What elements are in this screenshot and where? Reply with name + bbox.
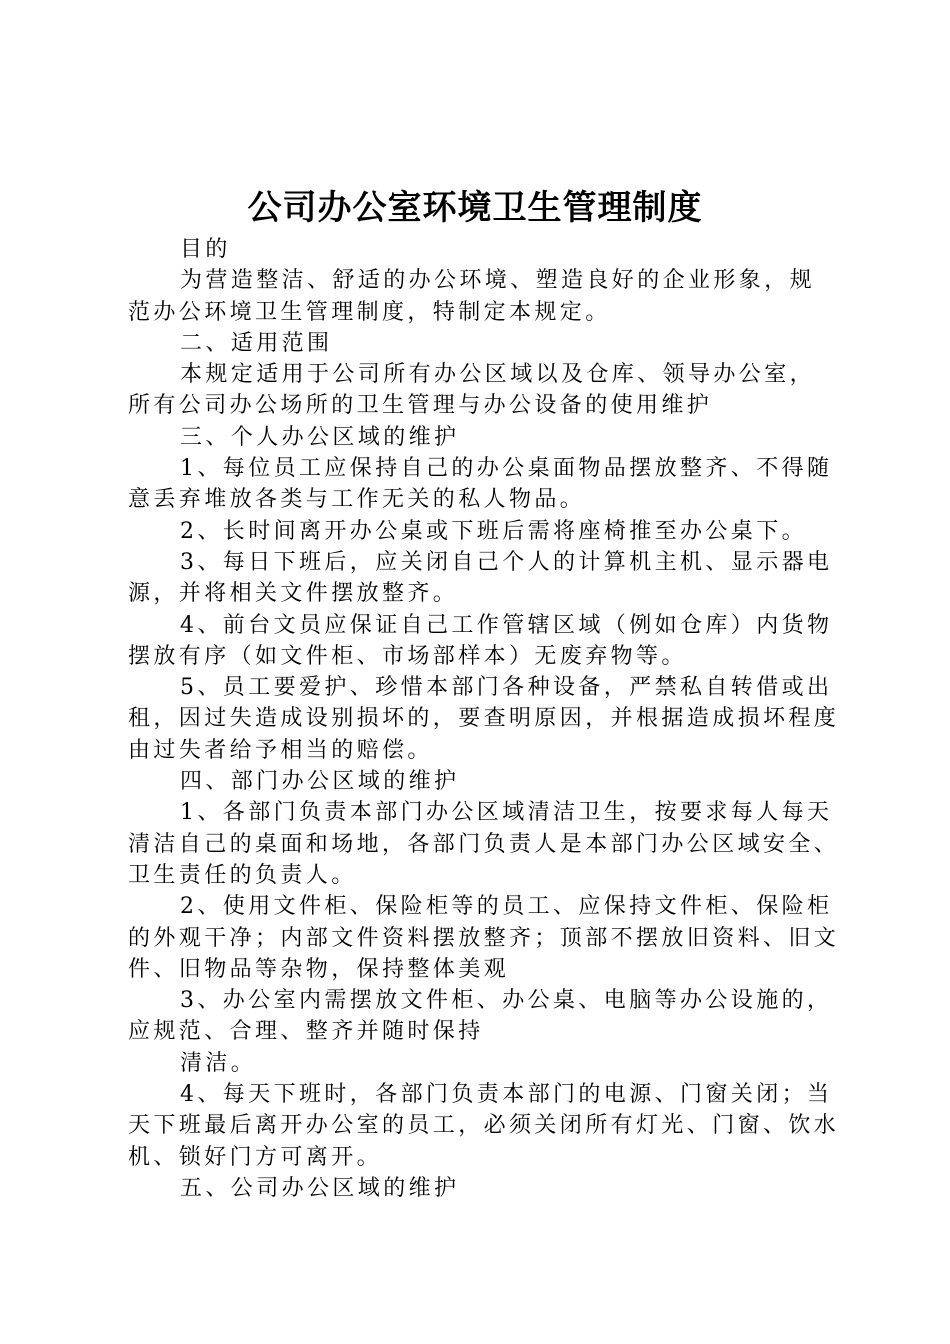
paragraph-personal-1: 1、每位员工应保持自己的办公桌面物品摆放整齐、不得随意丢弃堆放各类与工作无关的私人物品。 <box>128 456 833 513</box>
section-heading-personal-area: 三、个人办公区域的维护 <box>180 424 460 450</box>
paragraph-personal-5: 5、员工要爱护、珍惜本部门各种设备，严禁私自转借或出租，因过失造成设别损坏的，要查明原因，并根据造成损坏程度由过失者给予相当的赔偿。 <box>128 675 840 763</box>
paragraph-department-4: 4、每天下班时，各部门负责本部门的电源、门窗关闭；当天下班最后离开办公室的员工，必须关闭所有灯光、门窗、饮水机、锁好门方可离开。 <box>128 1082 840 1170</box>
section-heading-company-area: 五、公司办公区域的维护 <box>180 1175 460 1201</box>
paragraph-personal-3: 3、每日下班后，应关闭自己个人的计算机主机、显示器电源，并将相关文件摆放整齐。 <box>128 549 833 607</box>
paragraph-department-1: 1、各部门负责本部门办公区域清洁卫生，按要求每人每天清洁自己的桌面和场地，各部门负责人是本部门办公区域安全、卫生责任的负责人。 <box>128 800 840 888</box>
paragraph-department-2: 2、使用文件柜、保险柜等的员工、应保持文件柜、保险柜的外观干净；内部文件资料摆放整齐；顶部不摆放旧资料、旧文件、旧物品等杂物，保持整体美观 <box>128 894 840 982</box>
document-body <box>128 234 840 1204</box>
paragraph-department-3-cont: 清洁。 <box>180 1050 257 1076</box>
paragraph-purpose-heading: 目的 <box>180 237 231 262</box>
paragraph-personal-2: 2、长时间离开办公桌或下班后需将座椅推至办公桌下。 <box>180 518 807 544</box>
paragraph-department-3: 3、办公室内需摆放文件柜、办公桌、电脑等办公设施的，应规范、合理、整齐并随时保持 <box>128 988 833 1045</box>
paragraph-purpose: 为营造整洁、舒适的办公环境、塑造良好的企业形象，规范办公环境卫生管理制度，特制定本规定。 <box>128 268 816 325</box>
section-heading-scope: 二、适用范围 <box>180 330 333 356</box>
document-title: 公司办公室环境卫生管理制度 <box>247 188 703 228</box>
paragraph-scope: 本规定适用于公司所有办公区域以及仓库、领导办公室，所有公司办公场所的卫生管理与办公设备的使用维护 <box>128 362 816 419</box>
paragraph-personal-4: 4、前台文员应保证自己工作管辖区域（例如仓库）内货物摆放有序（如文件柜、市场部样本）无废弃物等。 <box>128 612 833 669</box>
section-heading-department-area: 四、部门办公区域的维护 <box>180 769 460 795</box>
